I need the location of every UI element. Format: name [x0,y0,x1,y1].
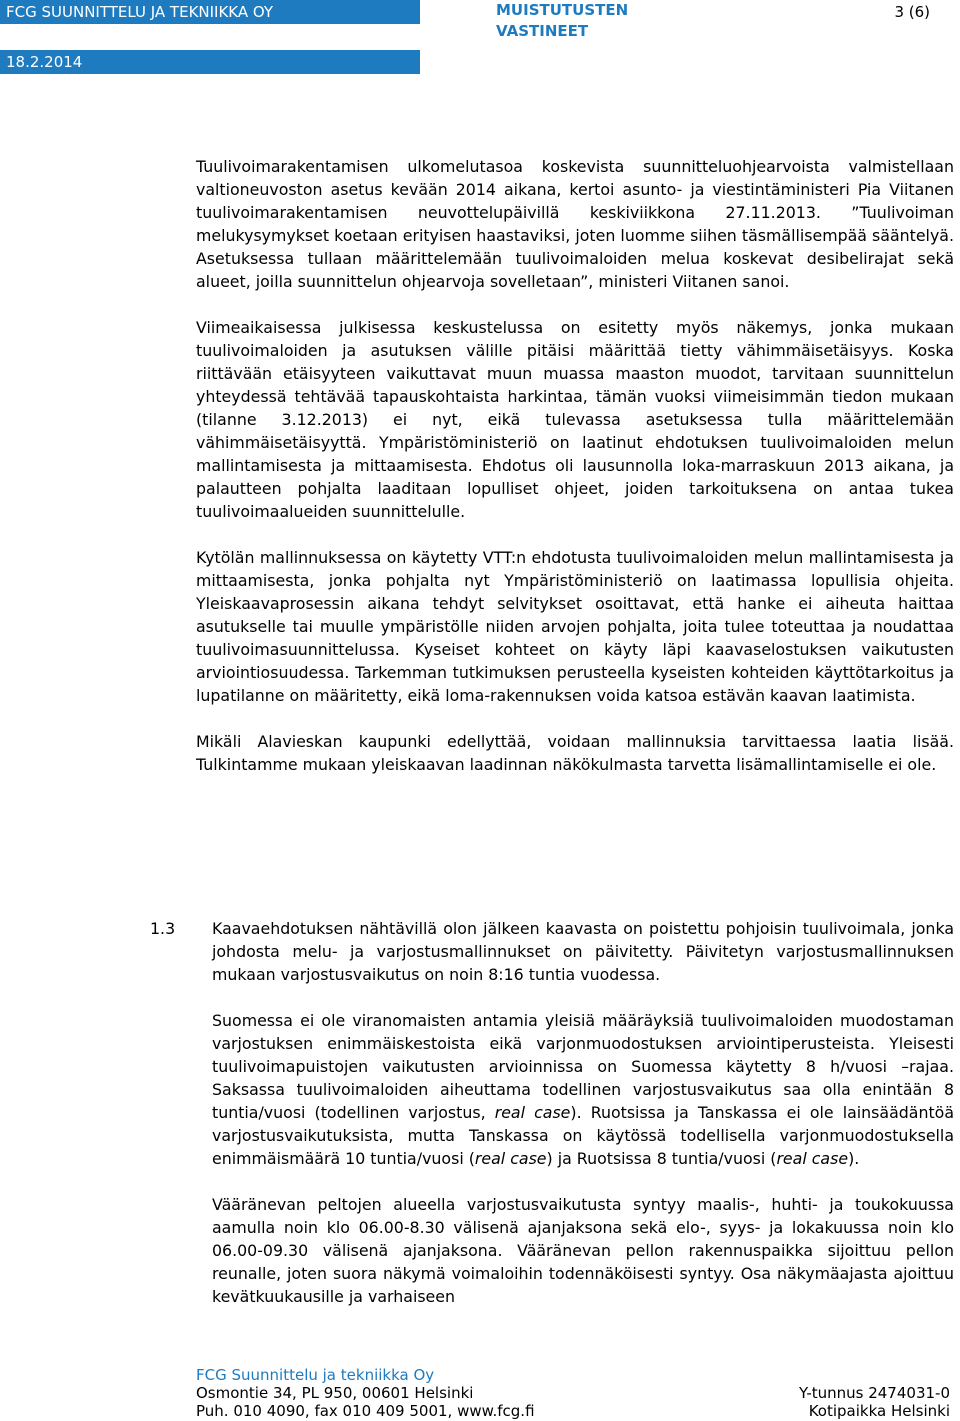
italic-term: real case [776,1149,849,1168]
header-date: 18.2.2014 [0,50,420,74]
section-number: 1.3 [150,919,176,938]
page-footer [196,1366,950,1421]
text-run: ). [848,1149,860,1168]
italic-term: real case [474,1149,547,1168]
page-number: 3 (6) [894,3,930,21]
document-title: MUISTUTUSTEN VASTINEET [496,1,629,40]
paragraph: Kytölän mallinnuksessa on käytetty VTT:n ehdotusta tuulivoimaloiden melun mallintamisesta ja mittaamisesta, jonka pohjalta nyt Ympäristöministeriö on laatimassa lopullisia ohjeita. Yleiskaavaprosessin aikana tehdyt selvitykset osoittavat, että hanke ei aiheuta haittaa asutukselle tai muulle ympäristölle niiden arvojen pohjalta, joita tulee toteuttaa ja noudattaa tuulivoimasuunnittelussa. Kyseiset kohteet on käyty läpi kaavaselostuksen vaikutusten arviointiosuudessa. Tarkemman tutkimuksen perusteella kyseisten kohteiden käyttötarkoitus ja lupatilanne on määritetty, eikä loma-rakennuksen voida katsoa estävän kaavan laatimista. [196,548,954,705]
page-header [0,0,960,80]
paragraph: Tuulivoimarakentamisen ulkomelutasoa koskevista suunnitteluohjearvoista valmistellaan valtioneuvoston asetus kevään 2014 aikana, kertoi asunto- ja viestintäministeri Pia Viitanen tuulivoimarakentamisen neuvottelupäivillä keskiviikkona 27.11.2013. ”Tuulivoiman melukysymykset koetaan erityisen haastaviksi, joten luomme siihen täsmällisempää sääntelyä. Asetuksessa tullaan määrittelemään tuulivoimaloiden melua koskevat desibelirajat sekä alueet, joilla suunnittelun ohjearvoja sovelletaan”, ministeri Viitanen sanoi. [196,157,954,291]
paragraph [212,1009,954,1170]
italic-term: real case [494,1103,571,1122]
footer-company: FCG Suunnittelu ja tekniikka Oy [196,1366,435,1384]
footer-address: Osmontie 34, PL 950, 00601 Helsinki [196,1384,474,1402]
paragraph: Viimeaikaisessa julkisessa keskustelussa on esitetty myös näkemys, jonka mukaan tuulivoimaloiden ja asutuksen välille pitäisi määrittää tietty vähimmäisetäisyys. Koska riittävään etäisyyteen vaikuttavat muun muassa maaston muodot, tarvitaan suunnittelun yhteydessä tehtävää tapauskohtaista harkintaa, tämän vuoksi viimeisimmän tiedon mukaan (tilanne 3.12.2013) ei nyt, eikä tulevassa asetuksessa tulla määrittelemään vähimmäisetäisyyttä. Ympäristöministeriö on laatinut ehdotuksen tuulivoimaloiden melun mallintamisesta ja mittaamisesta. Ehdotus oli lausunnolla loka-marraskuun 2013 aikana, ja palautteen pohjalta laaditaan lopulliset ohjeet, joiden tarkoituksena on antaa tukea tuulivoimaalueiden suunnittelulle. [196,318,954,521]
footer-business-id: Y-tunnus 2474031-0 [798,1384,950,1402]
document-body [196,155,954,799]
paragraph: Kaavaehdotuksen nähtävillä olon jälkeen kaavasta on poistettu pohjoisin tuulivoimala, jonka johdosta melu- ja varjostusmallinnukset on päivitetty. Päivitetyn varjostusmallinnuksen mukaan varjostusvaikutus on noin 8:16 tuntia vuodessa. [212,919,954,984]
text-run: Suomessa ei ole viranomaisten antamia yleisiä määräyksiä tuulivoimaloiden muodostaman varjostuksen enimmäiskestoista eikä varjonmuodostuksen arviointiperusteista. Yleisesti tuulivoimapuistojen vaikutusten arvioinnissa on Suomessa käytetty 8 h/vuosi –rajaa. Saksassa tuulivoimaloiden aiheuttama todellinen varjostusvaikutus saa olla enintään 8 tuntia/vuosi (todellinen varjostus, [212,1011,954,1122]
paragraph: Vääränevan peltojen alueella varjostusvaikutusta syntyy maalis-, huhti- ja toukokuussa aamulla noin klo 06.00-8.30 välisenä ajanjaksona sekä elo-, syys- ja lokakuussa noin klo 06.00-09.30 välisenä ajanjaksona. Vääränevan pellon rakennuspaikka sijoittuu pellon reunalle, joten suora näkymä voimaloihin todennäköisesti syntyy. Osa näkymäajasta ajoittuu kevätkuukausille ja varhaiseen [212,1195,954,1306]
footer-row [196,1384,950,1402]
footer-domicile: Kotipaikka Helsinki [808,1402,950,1420]
text-run: ). Ruotsissa ja Tanskassa ei ole lainsäädäntöä varjostusvaikutuksista, mutta Tanskassa on käytössä todellisella varjonmuodostuksella enimmäismäärä 10 tuntia/vuosi ( [212,1103,955,1168]
text-run: ) ja Ruotsissa 8 tuntia/vuosi ( [546,1149,777,1168]
footer-phone: Puh. 010 4090, fax 010 409 5001, www.fcg.fi [196,1402,535,1420]
section-body [212,917,954,1331]
footer-row [196,1402,950,1420]
paragraph: Mikäli Alavieskan kaupunki edellyttää, voidaan mallinnuksia tarvittaessa laatia lisää. Tulkintamme mukaan yleiskaavan laadinnan näkökulmasta tarvetta lisämallintamiselle ei ole. [196,732,954,774]
header-company: FCG SUUNNITTELU JA TEKNIIKKA OY [0,0,420,24]
